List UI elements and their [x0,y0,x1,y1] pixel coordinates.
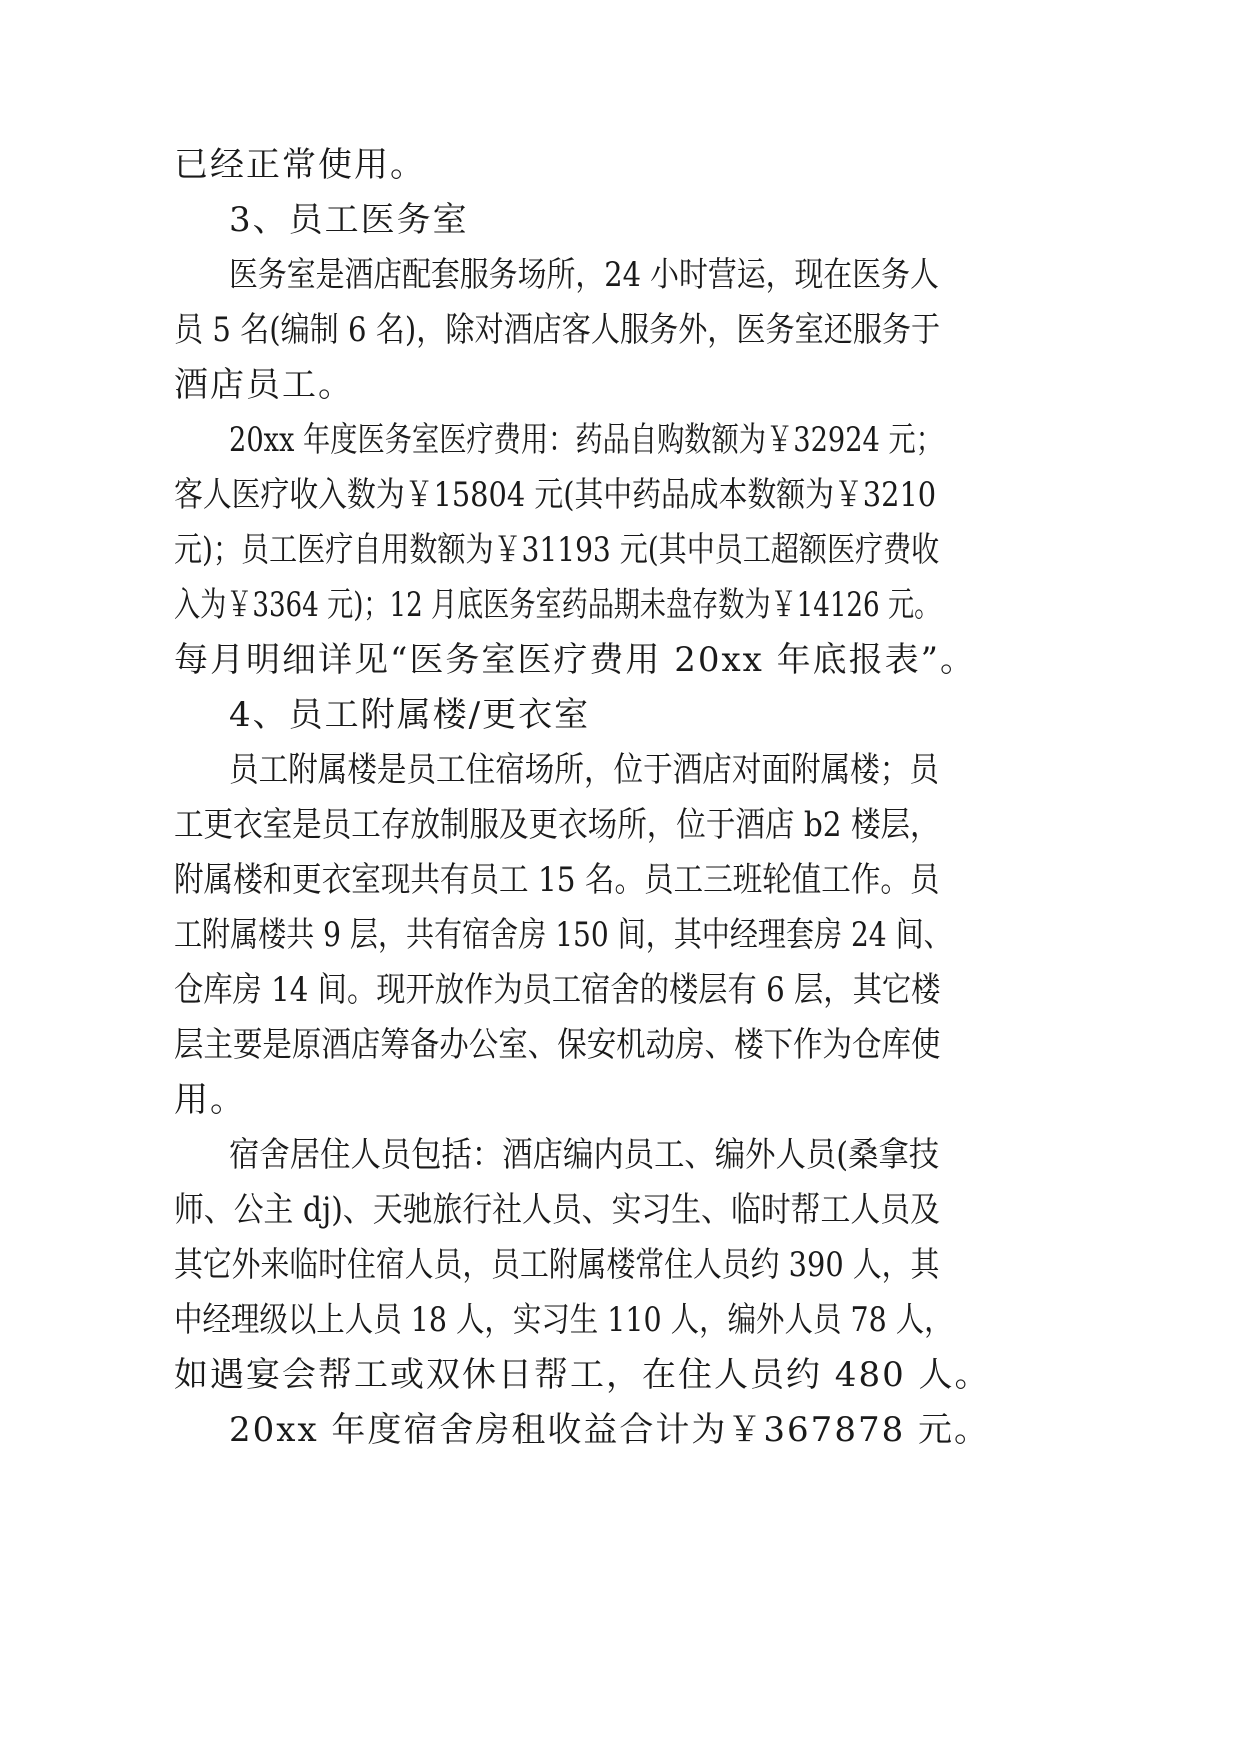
text-line: 其它外来临时住宿人员，员工附属楼常住人员约 390 人，其 [174,1245,940,1285]
text-line: 已经正常使用。 [174,145,426,185]
text-line: 员工附属楼是员工住宿场所，位于酒店对面附属楼；员 [229,750,939,790]
text-line: 元)；员工医疗自用数额为￥31193 元(其中员工超额医疗费收 [174,530,940,570]
text-line: 仓库房 14 间。现开放作为员工宿舍的楼层有 6 层，其它楼 [174,970,941,1010]
text-line: 附属楼和更衣室现共有员工 15 名。员工三班轮值工作。员 [174,860,940,900]
text-line: 用。 [174,1080,246,1120]
text-line: 员 5 名(编制 6 名)，除对酒店客人服务外，医务室还服务于 [174,310,941,350]
text-line: 层主要是原酒店筹备办公室、保安机动房、楼下作为仓库使 [174,1025,941,1065]
text-line: 20xx 年度医务室医疗费用：药品自购数额为￥32924 元； [229,420,944,460]
text-line: 酒店员工。 [174,365,354,405]
text-line: 入为￥3364 元)；12 月底医务室药品期未盘存数为￥14126 元。 [174,585,941,625]
text-line: 宿舍居住人员包括：酒店编内员工、编外人员(桑拿技 [229,1135,940,1175]
text-line: 每月明细详见“医务室医疗费用 20xx 年底报表”。 [174,640,976,680]
text-line: 医务室是酒店配套服务场所，24 小时营运，现在医务人 [229,255,939,295]
text-line: 客人医疗收入数为￥15804 元(其中药品成本数额为￥3210 [174,475,937,515]
text-line: 工附属楼共 9 层，共有宿舍房 150 间，其中经理套房 24 间、 [174,915,952,955]
section-heading: 4、员工附属楼/更衣室 [229,695,591,735]
text-line: 中经理级以上人员 18 人，实习生 110 人，编外人员 78 人， [174,1300,953,1340]
text-line: 工更衣室是员工存放制服及更衣场所，位于酒店 b2 楼层， [174,805,940,845]
text-line: 20xx 年度宿舍房租收益合计为￥367878 元。 [229,1410,991,1450]
section-heading: 3、员工医务室 [229,200,469,240]
text-line: 师、公主 dj)、天驰旅行社人员、实习生、临时帮工人员及 [174,1190,940,1230]
text-line: 如遇宴会帮工或双休日帮工，在住人员约 480 人。 [174,1355,991,1395]
